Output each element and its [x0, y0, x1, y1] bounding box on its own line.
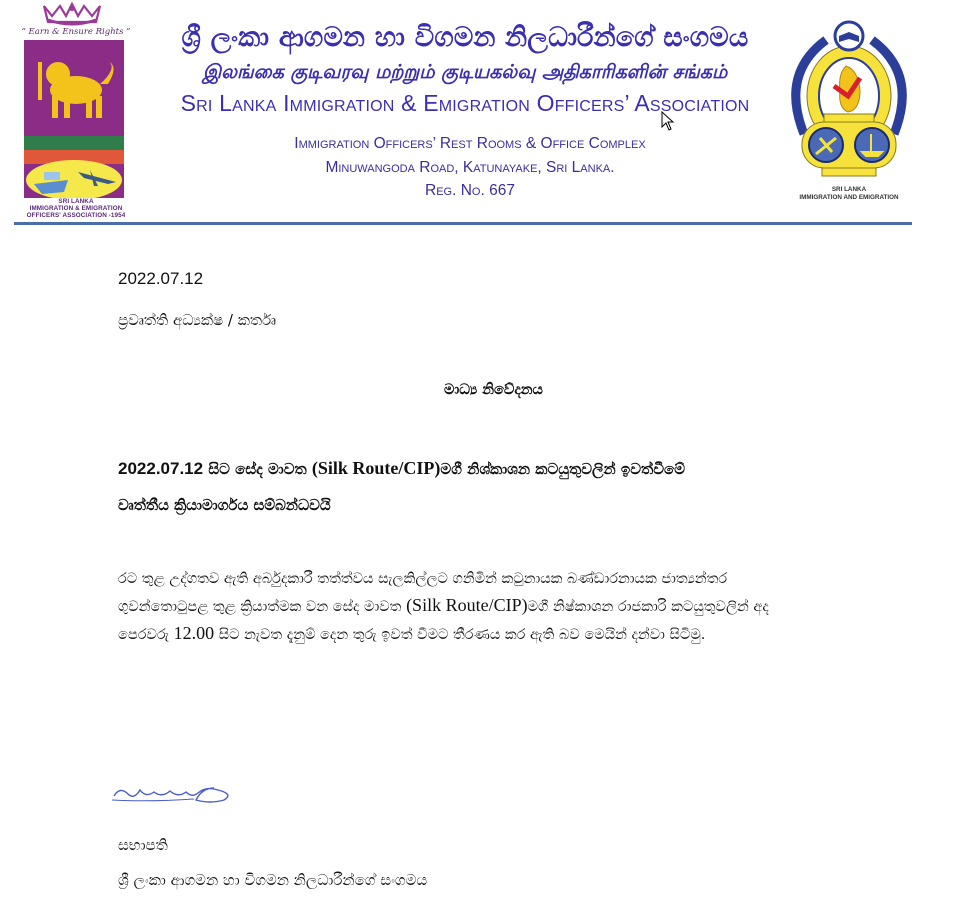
signature-image [110, 782, 236, 806]
caption-line: SRI LANKA [831, 186, 867, 193]
body-paragraph [118, 566, 818, 648]
title-tamil: இலங்கை குடிவரவு மற்றும் குடியகல்வு அதிகாரிகளின் சங்கம் [202, 61, 728, 83]
right-logo-caption [786, 186, 912, 201]
subject-silk-route: (Silk Route/CIP) [311, 458, 441, 478]
address-block [260, 132, 680, 203]
department-logo-right [786, 14, 912, 210]
caption-line: IMMIGRATION AND EMIGRATION [799, 193, 899, 201]
immigration-emblem-icon [786, 14, 912, 184]
subject-text: සිට සේද මාවත [203, 460, 312, 478]
left-logo-caption [14, 198, 138, 219]
title-sinhala: ශ්‍රී ලංකා ආගමන හා විගමන නිලධාරීන්ගේ සංගමය [181, 22, 749, 53]
association-logo-left [14, 2, 138, 218]
caption-line: IMMIGRATION & EMIGRATION [29, 205, 123, 212]
signer-title: සභාපති [118, 836, 168, 854]
address-line: Immigration Officers’ Rest Rooms & Office Complex [294, 135, 646, 152]
body-time: 12.00 [173, 623, 215, 643]
body-text: රට තුළ උද්ගතව ඇති අර්බුදකාරී තත්ත්වය සැලකිල්ලට ගනිමින් කටුනායක බණ්ඩාරනායක ජාත්‍යන්තර ගුවන්තොටුපළ තුළ ක්‍රියාත්මක වන සේද මාවත [118, 571, 728, 615]
motto-text: “ Earn & Ensure Rights ” [21, 27, 131, 37]
mouse-cursor-icon [661, 111, 675, 131]
subject-line-1 [118, 458, 685, 479]
caption-line: SRI LANKA [58, 198, 94, 205]
lion-flag-emblem [24, 40, 124, 198]
registration-number: Reg. No. 667 [425, 182, 515, 199]
signer-organization: ශ්‍රී ලංකා ආගමන හා විගමන නිලධාරීන්ගේ සංගමය [118, 871, 428, 889]
organization-title [140, 18, 790, 120]
body-silk-route: (Silk Route/CIP) [406, 595, 528, 615]
subject-date: 2022.07.12 [118, 459, 204, 478]
crown-icon [40, 2, 104, 26]
address-line: Minuwangoda Road, Katunayake, Sri Lanka. [325, 158, 615, 176]
press-release-heading: මාධ්‍ය නිවේදනය [444, 382, 543, 398]
letterhead [0, 0, 967, 232]
letter-date: 2022.07.12 [118, 269, 204, 288]
subject-text: මගී නිශ්කාශන කටයුතුවලින් ඉවත්වීමේ [440, 460, 686, 478]
subject-line-2: වෘත්තීය ක්‍රියාමාර්ගය සම්බන්ධවයි [118, 496, 331, 514]
body-text: මගී නිෂ්කාශන රාජකාරි කටයුතුවලින් අද පෙරවරු [118, 599, 769, 643]
header-divider [14, 222, 912, 225]
caption-line: OFFICERS' ASSOCIATION -1954 [26, 212, 126, 219]
letter-recipient: ප්‍රවෘත්ති අධ්‍යක්ෂ / කර්තෘ [118, 311, 277, 329]
title-english: Sri Lanka Immigration & Emigration Officers’ Association [180, 90, 750, 116]
body-text: සිට නැවත දැනුම් දෙන තුරු ඉවත් වීමට තීරණය කර ඇති බව මෙයින් දන්වා සිටිමු. [214, 627, 706, 643]
